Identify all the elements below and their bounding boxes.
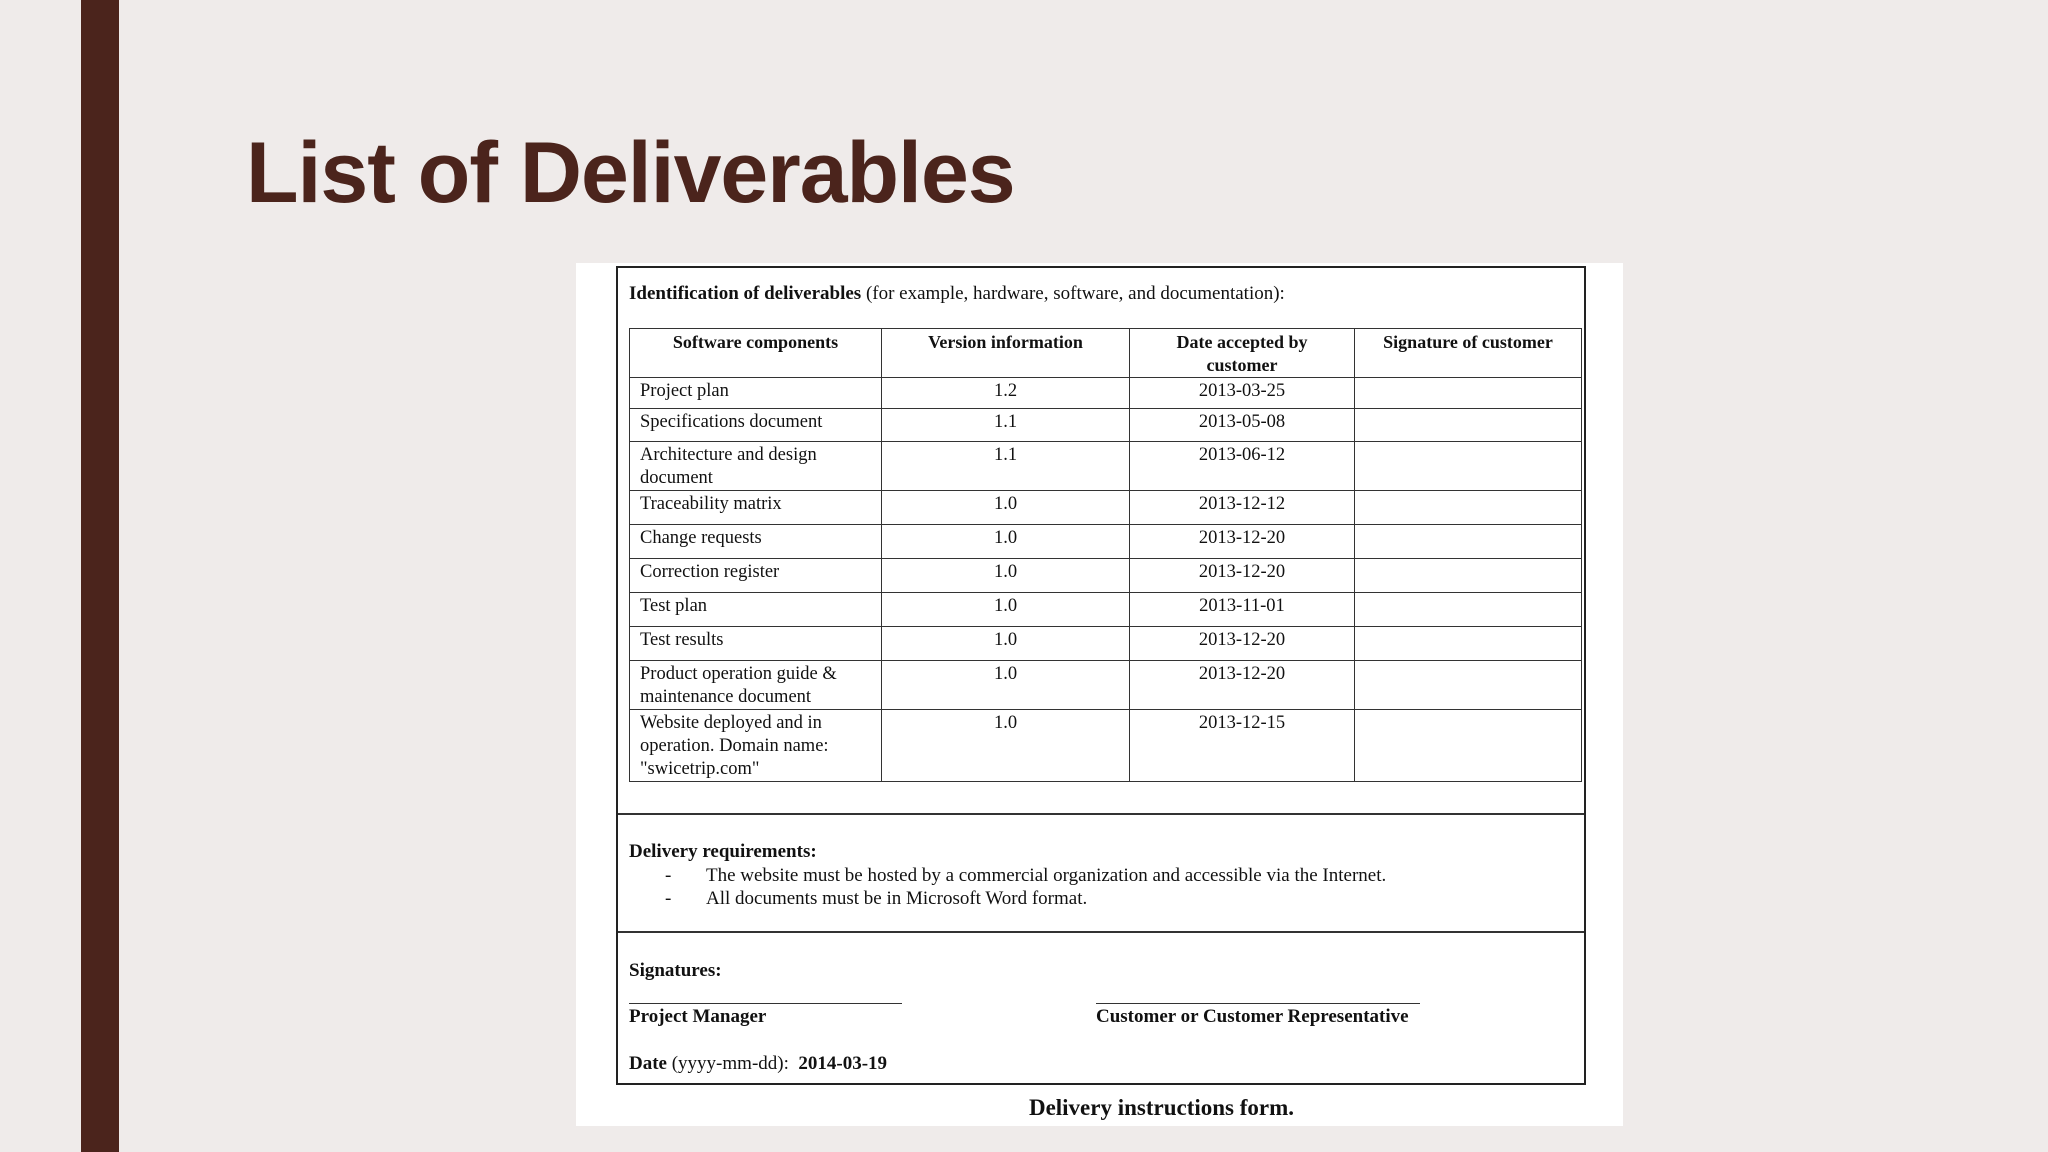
component-cell: Specifications document bbox=[630, 409, 882, 442]
accent-bar bbox=[81, 0, 119, 1152]
date-cell: 2013-11-01 bbox=[1130, 593, 1355, 627]
signature-cell bbox=[1355, 593, 1582, 627]
signature-cell bbox=[1355, 442, 1582, 491]
version-cell: 1.0 bbox=[882, 710, 1130, 782]
date-cell: 2013-12-20 bbox=[1130, 559, 1355, 593]
version-cell: 1.0 bbox=[882, 559, 1130, 593]
column-header-signature: Signature of customer bbox=[1355, 329, 1582, 378]
date-cell: 2013-03-25 bbox=[1130, 378, 1355, 409]
delivery-requirement-item bbox=[629, 888, 1087, 910]
customer-representative-label: Customer or Customer Representative bbox=[1096, 1006, 1409, 1027]
component-cell: Project plan bbox=[630, 378, 882, 409]
component-cell: Correction register bbox=[630, 559, 882, 593]
form-frame bbox=[616, 266, 1586, 1085]
column-header-date: Date accepted by customer bbox=[1130, 329, 1355, 378]
table-row bbox=[630, 710, 1582, 782]
delivery-requirement-text: All documents must be in Microsoft Word format. bbox=[706, 888, 1088, 909]
signature-cell bbox=[1355, 710, 1582, 782]
bullet-dash: - bbox=[665, 888, 672, 909]
signatures-title: Signatures: bbox=[629, 960, 722, 981]
version-cell: 1.0 bbox=[882, 627, 1130, 661]
signature-cell bbox=[1355, 409, 1582, 442]
version-cell: 1.0 bbox=[882, 661, 1130, 710]
date-cell: 2013-12-12 bbox=[1130, 491, 1355, 525]
identification-label: Identification of deliverables bbox=[629, 283, 862, 304]
bullet-dash: - bbox=[665, 865, 672, 886]
project-manager-label: Project Manager bbox=[629, 1006, 767, 1027]
date-cell: 2013-06-12 bbox=[1130, 442, 1355, 491]
signature-cell bbox=[1355, 627, 1582, 661]
component-cell: Test results bbox=[630, 627, 882, 661]
date-cell: 2013-12-20 bbox=[1130, 661, 1355, 710]
table-row bbox=[630, 378, 1582, 409]
form-caption: Delivery instructions form. bbox=[1028, 1095, 1295, 1120]
project-manager-signature-line bbox=[629, 1003, 902, 1004]
table-row bbox=[630, 525, 1582, 559]
signature-cell bbox=[1355, 378, 1582, 409]
table-row bbox=[630, 593, 1582, 627]
delivery-requirements-title: Delivery requirements: bbox=[629, 841, 817, 862]
delivery-form-image bbox=[576, 263, 1623, 1126]
version-cell: 1.1 bbox=[882, 409, 1130, 442]
table-row bbox=[630, 491, 1582, 525]
signature-cell bbox=[1355, 525, 1582, 559]
deliverables-table bbox=[629, 328, 1582, 782]
component-cell: Change requests bbox=[630, 525, 882, 559]
component-cell: Website deployed and in operation. Domain name: "swicetrip.com" bbox=[630, 710, 882, 782]
component-cell: Traceability matrix bbox=[630, 491, 882, 525]
date-cell: 2013-05-08 bbox=[1130, 409, 1355, 442]
signature-cell bbox=[1355, 661, 1582, 710]
section-divider bbox=[618, 813, 1584, 815]
date-cell: 2013-12-20 bbox=[1130, 525, 1355, 559]
signature-cell bbox=[1355, 559, 1582, 593]
component-cell: Product operation guide & maintenance document bbox=[630, 661, 882, 710]
identification-text: (for example, hardware, software, and documentation): bbox=[861, 283, 1285, 304]
table-row bbox=[630, 409, 1582, 442]
component-cell: Test plan bbox=[630, 593, 882, 627]
date-value: 2014-03-19 bbox=[798, 1053, 888, 1074]
version-cell: 1.0 bbox=[882, 525, 1130, 559]
section-divider bbox=[618, 931, 1584, 933]
table-row bbox=[630, 661, 1582, 710]
table-row bbox=[630, 559, 1582, 593]
identification-heading bbox=[629, 283, 1285, 305]
customer-signature-line bbox=[1096, 1003, 1420, 1004]
signature-cell bbox=[1355, 491, 1582, 525]
version-cell: 1.1 bbox=[882, 442, 1130, 491]
version-cell: 1.2 bbox=[882, 378, 1130, 409]
delivery-requirement-text: The website must be hosted by a commercial organization and accessible via the Internet. bbox=[706, 865, 1387, 886]
table-header-row bbox=[630, 329, 1582, 378]
date-cell: 2013-12-20 bbox=[1130, 627, 1355, 661]
date-cell: 2013-12-15 bbox=[1130, 710, 1355, 782]
date-label: Date bbox=[629, 1053, 667, 1074]
component-cell: Architecture and design document bbox=[630, 442, 882, 491]
column-header-component: Software components bbox=[630, 329, 882, 378]
delivery-requirement-item bbox=[629, 865, 1386, 887]
slide-title: List of Deliverables bbox=[246, 125, 1015, 221]
column-header-version: Version information bbox=[882, 329, 1130, 378]
date-format: (yyyy-mm-dd): bbox=[666, 1053, 789, 1074]
date-line bbox=[629, 1053, 887, 1075]
version-cell: 1.0 bbox=[882, 491, 1130, 525]
version-cell: 1.0 bbox=[882, 593, 1130, 627]
table-row bbox=[630, 627, 1582, 661]
table-row bbox=[630, 442, 1582, 491]
